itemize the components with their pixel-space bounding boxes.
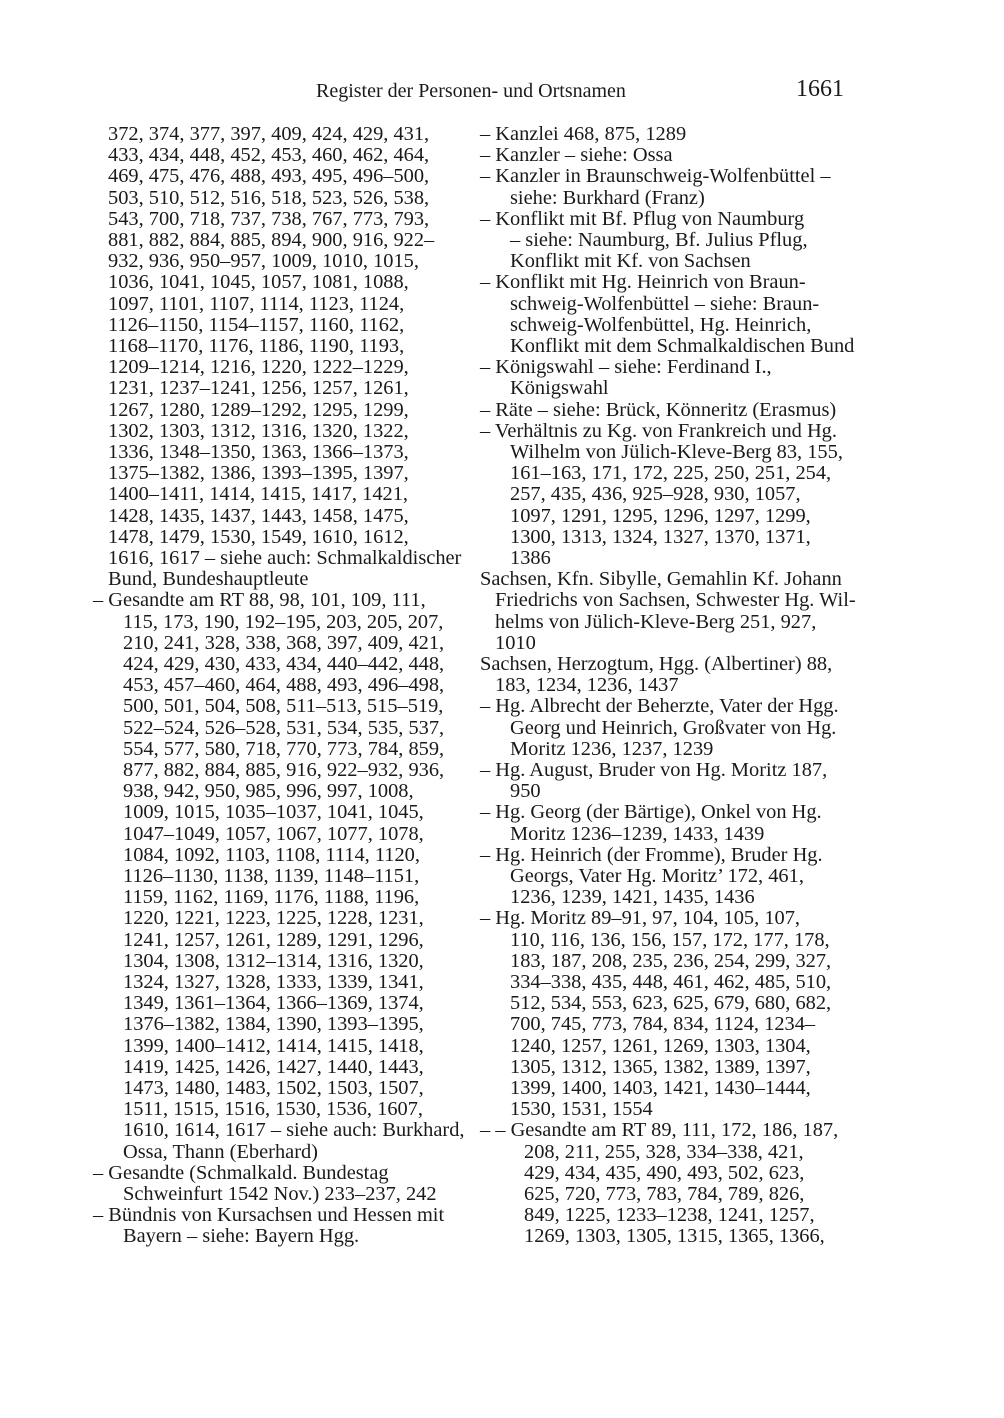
index-entry-line: 1400–1411, 1414, 1415, 1417, 1421, — [108, 483, 409, 506]
index-entry-line: 1267, 1280, 1289–1292, 1295, 1299, — [108, 398, 409, 421]
index-entry-line: 881, 882, 884, 885, 894, 900, 916, 922– — [108, 229, 435, 251]
index-entry-line: – Königswahl – siehe: Ferdinand I., — [480, 356, 772, 379]
index-entry-line: 1236, 1239, 1421, 1435, 1436 — [510, 886, 755, 909]
page-number: 1661 — [796, 76, 844, 102]
index-entry-line: 554, 577, 580, 718, 770, 773, 784, 859, — [123, 737, 445, 760]
index-entry-line: Sachsen, Kfn. Sibylle, Gemahlin Kf. Johann — [480, 568, 842, 591]
index-entry-line: Friedrichs von Sachsen, Schwester Hg. Wil- — [495, 589, 856, 612]
index-entry-line: Bayern – siehe: Bayern Hgg. — [123, 1225, 360, 1248]
index-entry-line: 208, 211, 255, 328, 334–338, 421, — [524, 1140, 804, 1163]
index-entry-line: 1399, 1400, 1403, 1421, 1430–1444, — [510, 1077, 811, 1099]
index-entry-line: – Konflikt mit Bf. Pflug von Naumburg — [480, 207, 805, 230]
index-entry-line: schweig-Wolfenbüttel, Hg. Heinrich, — [510, 313, 812, 336]
index-entry-line: 1220, 1221, 1223, 1225, 1228, 1231, — [123, 907, 424, 930]
index-entry-line: 1036, 1041, 1045, 1057, 1081, 1088, — [108, 271, 409, 294]
index-entry-line: 1009, 1015, 1035–1037, 1041, 1045, — [123, 801, 424, 824]
index-entry-line: – Hg. Georg (der Bärtige), Onkel von Hg. — [480, 801, 822, 824]
index-entry-line: siehe: Burkhard (Franz) — [510, 186, 705, 209]
index-entry-line: schweig-Wolfenbüttel – siehe: Braun- — [510, 292, 820, 315]
index-entry-line: 1159, 1162, 1169, 1176, 1188, 1196, — [123, 886, 420, 909]
index-entry-line: – Gesandte am RT 88, 98, 101, 109, 111, — [93, 589, 426, 612]
index-entry-line: 1324, 1327, 1328, 1333, 1339, 1341, — [123, 971, 424, 993]
index-entry-line: Georgs, Vater Hg. Moritz’ 172, 461, — [510, 865, 804, 887]
index-entry-line: – Bündnis von Kursachsen und Hessen mit — [93, 1204, 445, 1227]
index-entry-line: – siehe: Naumburg, Bf. Julius Pflug, — [510, 229, 808, 251]
index-entry-line: 1616, 1617 – siehe auch: Schmalkaldischer — [108, 547, 462, 569]
running-title: Register der Personen- und Ortsnamen — [316, 80, 626, 102]
index-entry-line: 503, 510, 512, 516, 518, 523, 526, 538, — [108, 186, 430, 209]
index-entry-line: 1305, 1312, 1365, 1382, 1389, 1397, — [510, 1055, 811, 1078]
index-entry-line: 1530, 1531, 1554 — [510, 1098, 653, 1121]
index-entry-line: 372, 374, 377, 397, 409, 424, 429, 431, — [108, 123, 430, 145]
index-entry-line: 161–163, 171, 172, 225, 250, 251, 254, — [510, 462, 832, 485]
index-entry-line: 1376–1382, 1384, 1390, 1393–1395, — [123, 1013, 424, 1036]
index-entry-line: 257, 435, 436, 925–928, 930, 1057, — [510, 483, 801, 506]
index-entry-line: Konflikt mit dem Schmalkaldischen Bund — [510, 335, 855, 357]
index-entry-line: 625, 720, 773, 783, 784, 789, 826, — [524, 1183, 805, 1205]
index-entry-line: Bund, Bundeshauptleute — [108, 568, 309, 591]
index-entry-line: Sachsen, Herzogtum, Hgg. (Albertiner) 88, — [480, 653, 833, 675]
index-entry-line: 522–524, 526–528, 531, 534, 535, 537, — [123, 716, 445, 739]
index-entry-line: Ossa, Thann (Eberhard) — [123, 1140, 318, 1163]
index-entry-line: 1304, 1308, 1312–1314, 1316, 1320, — [123, 949, 424, 972]
index-entry-line: 1375–1382, 1386, 1393–1395, 1397, — [108, 462, 409, 485]
index-entry-line: Georg und Heinrich, Großvater von Hg. — [510, 716, 837, 739]
index-entry-line: 1473, 1480, 1483, 1502, 1503, 1507, — [123, 1077, 424, 1099]
index-entry-line: 1610, 1614, 1617 – siehe auch: Burkhard, — [123, 1119, 465, 1142]
index-entry-line: 183, 1234, 1236, 1437 — [495, 674, 679, 697]
index-entry-line: Wilhelm von Jülich-Kleve-Berg 83, 155, — [510, 441, 843, 463]
index-entry-line: 849, 1225, 1233–1238, 1241, 1257, — [524, 1204, 815, 1227]
index-entry-line: 932, 936, 950–957, 1009, 1010, 1015, — [108, 250, 419, 273]
index-entry-line: 877, 882, 884, 885, 916, 922–932, 936, — [123, 759, 445, 781]
index-entry-line: 1300, 1313, 1324, 1327, 1370, 1371, — [510, 525, 811, 548]
index-entry-line: 938, 942, 950, 985, 996, 997, 1008, — [123, 780, 414, 803]
index-entry-line: 453, 457–460, 464, 488, 493, 496–498, — [123, 674, 445, 697]
index-entry-line: – Hg. Heinrich (der Fromme), Bruder Hg. — [480, 843, 823, 866]
index-entry-line: 110, 116, 136, 156, 157, 172, 177, 178, — [510, 928, 830, 951]
index-entry-line: 1168–1170, 1176, 1186, 1190, 1193, — [108, 335, 405, 357]
index-entry-line: 115, 173, 190, 192–195, 203, 205, 207, — [123, 610, 444, 633]
index-entry-line: 1336, 1348–1350, 1363, 1366–1373, — [108, 441, 409, 463]
index-entry-line: Königswahl — [510, 377, 609, 400]
index-entry-line: 543, 700, 718, 737, 738, 767, 773, 793, — [108, 207, 430, 230]
index-entry-line: 1399, 1400–1412, 1414, 1415, 1418, — [123, 1034, 424, 1057]
index-entry-line: 1231, 1237–1241, 1256, 1257, 1261, — [108, 377, 409, 400]
index-entry-line: 183, 187, 208, 235, 236, 254, 299, 327, — [510, 949, 832, 972]
index-entry-line: 1511, 1515, 1516, 1530, 1536, 1607, — [123, 1098, 424, 1121]
index-entry-line: – Kanzler – siehe: Ossa — [480, 144, 673, 167]
index-entry-line: 1126–1130, 1138, 1139, 1148–1151, — [123, 865, 420, 887]
index-entry-line: 1428, 1435, 1437, 1443, 1458, 1475, — [108, 504, 409, 527]
index-entry-line: – Gesandte (Schmalkald. Bundestag — [93, 1161, 389, 1184]
index-entry-line: Konflikt mit Kf. von Sachsen — [510, 250, 751, 273]
index-entry-line: Schweinfurt 1542 Nov.) 233–237, 242 — [123, 1183, 437, 1205]
index-entry-line: 1302, 1303, 1312, 1316, 1320, 1322, — [108, 419, 409, 442]
index-entry-line: 512, 534, 553, 623, 625, 679, 680, 682, — [510, 992, 832, 1015]
index-entry-line: – Hg. August, Bruder von Hg. Moritz 187, — [480, 759, 828, 781]
index-entry-line: 1241, 1257, 1261, 1289, 1291, 1296, — [123, 928, 424, 951]
index-entry-line: – Konflikt mit Hg. Heinrich von Braun- — [480, 271, 806, 294]
index-entry-line: – Hg. Albrecht der Beherzte, Vater der Hgg. — [480, 695, 839, 718]
index-entry-line: 210, 241, 328, 338, 368, 397, 409, 421, — [123, 631, 445, 654]
index-entry-line: – Kanzlei 468, 875, 1289 — [480, 123, 687, 145]
index-entry-line: – Räte – siehe: Brück, Könneritz (Erasmus) — [480, 398, 837, 421]
index-entry-line: 1209–1214, 1216, 1220, 1222–1229, — [108, 356, 409, 379]
index-entry-line: 700, 745, 773, 784, 834, 1124, 1234– — [510, 1013, 816, 1036]
index-entry-line: – – Gesandte am RT 89, 111, 172, 186, 187, — [480, 1119, 839, 1142]
index-entry-line: Moritz 1236, 1237, 1239 — [510, 737, 714, 760]
index-entry-line: 1126–1150, 1154–1157, 1160, 1162, — [108, 313, 405, 336]
index-entry-line: 1097, 1291, 1295, 1296, 1297, 1299, — [510, 504, 811, 527]
index-entry-line: 429, 434, 435, 490, 493, 502, 623, — [524, 1161, 805, 1184]
index-entry-line: 433, 434, 448, 452, 453, 460, 462, 464, — [108, 144, 430, 167]
index-entry-line: 1386 — [510, 547, 551, 569]
index-entry-line: – Kanzler in Braunschweig-Wolfenbüttel – — [480, 165, 831, 188]
index-entry-line: – Verhältnis zu Kg. von Frankreich und Hg. — [480, 419, 837, 442]
index-entry-line: 1269, 1303, 1305, 1315, 1365, 1366, — [524, 1225, 825, 1248]
index-entry-line: 1240, 1257, 1261, 1269, 1303, 1304, — [510, 1034, 811, 1057]
index-entry-line: helms von Jülich-Kleve-Berg 251, 927, — [495, 610, 817, 633]
index-entry-line: Moritz 1236–1239, 1433, 1439 — [510, 822, 765, 845]
index-entry-line: 1084, 1092, 1103, 1108, 1114, 1120, — [123, 843, 420, 866]
index-entry-line: 469, 475, 476, 488, 493, 495, 496–500, — [108, 165, 430, 188]
index-entry-line: 1349, 1361–1364, 1366–1369, 1374, — [123, 992, 424, 1015]
index-entry-line: 334–338, 435, 448, 461, 462, 485, 510, — [510, 971, 832, 993]
index-entry-line: 950 — [510, 780, 541, 803]
index-entry-line: 1097, 1101, 1107, 1114, 1123, 1124, — [108, 292, 405, 315]
index-entry-line: 1478, 1479, 1530, 1549, 1610, 1612, — [108, 525, 409, 548]
index-entry-line: 500, 501, 504, 508, 511–513, 515–519, — [123, 695, 444, 718]
index-entry-line: 1010 — [495, 631, 536, 654]
index-entry-line: – Hg. Moritz 89–91, 97, 104, 105, 107, — [480, 907, 801, 930]
index-entry-line: 424, 429, 430, 433, 434, 440–442, 448, — [123, 653, 445, 675]
index-entry-line: 1419, 1425, 1426, 1427, 1440, 1443, — [123, 1055, 424, 1078]
index-entry-line: 1047–1049, 1057, 1067, 1077, 1078, — [123, 822, 424, 845]
